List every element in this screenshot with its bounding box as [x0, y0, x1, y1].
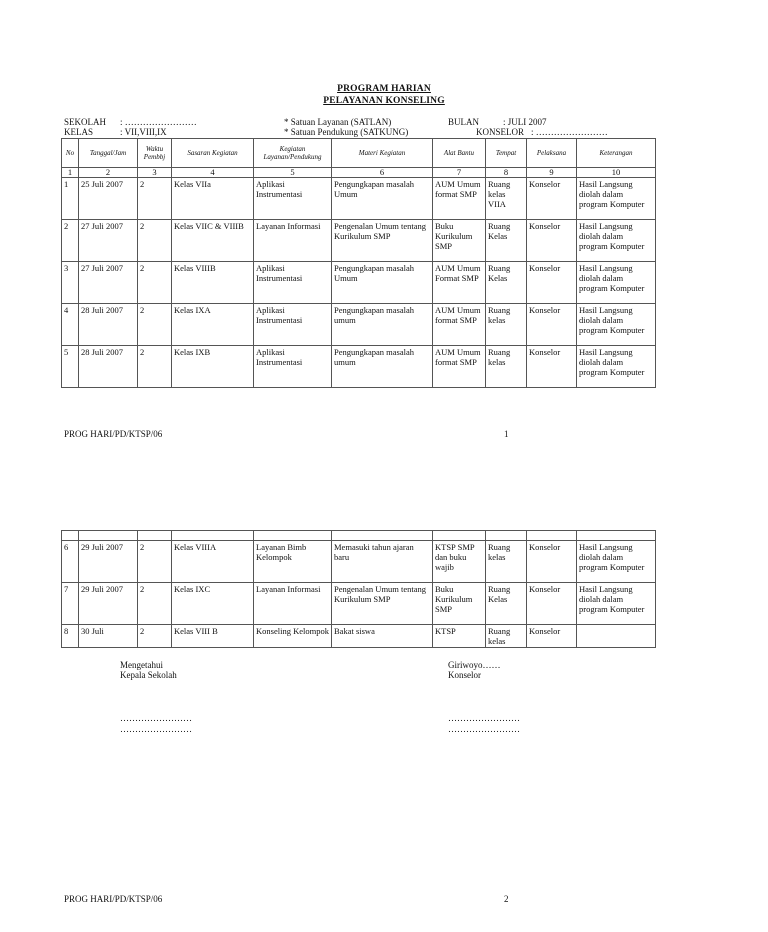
header-materi: Materi Kegiatan: [332, 139, 433, 168]
header-tempat: Tempat: [486, 139, 527, 168]
cell-alat: Buku Kurikulum SMP: [433, 220, 486, 262]
cell-materi: Pengungkapan masalah Umum: [332, 262, 433, 304]
header-row: [62, 139, 656, 168]
cell-waktu: 2: [138, 346, 172, 388]
cell-tempat: Ruang Kelas: [486, 220, 527, 262]
column-number: 5: [254, 168, 332, 178]
bulan-value: : JULI 2007: [503, 117, 547, 127]
table-row: [62, 625, 656, 648]
header-pelaksana: Pelaksana: [527, 139, 577, 168]
cell-pelaksana: Konselor: [527, 583, 577, 625]
header-keterangan: Keterangan: [577, 139, 656, 168]
cell-keterangan: Hasil Langsung diolah dalam program Komputer: [577, 346, 656, 388]
cell-keterangan: Hasil Langsung diolah dalam program Komputer: [577, 262, 656, 304]
header-kegiatan: Kegiatan Layanan/Pendukung: [254, 139, 332, 168]
cell-materi: Pengungkapan masalah Umum: [332, 178, 433, 220]
cell-tempat: Ruang kelas VIIA: [486, 178, 527, 220]
column-number: 6: [332, 168, 433, 178]
signature-right-line2: ……………………: [448, 724, 520, 734]
cell-kegiatan: Aplikasi Instrumentasi: [254, 304, 332, 346]
cell-pelaksana: Konselor: [527, 304, 577, 346]
sekolah-value: : ……………………: [120, 117, 197, 127]
cell-keterangan: Hasil Langsung diolah dalam program Komputer: [577, 220, 656, 262]
signature-left-line2: ……………………: [120, 724, 192, 734]
cell-sasaran: Kelas VIIa: [172, 178, 254, 220]
cell-tempat: Ruang kelas: [486, 346, 527, 388]
bulan-label: BULAN: [448, 117, 479, 127]
kelas-value: : VII,VIII,IX: [120, 127, 167, 137]
cell-no: 5: [62, 346, 79, 388]
cell-tanggal: 27 Juli 2007: [79, 220, 138, 262]
page-number-2: 2: [504, 894, 509, 904]
cell-waktu: 2: [138, 583, 172, 625]
satkung-label: * Satuan Pendukung (SATKUNG): [284, 127, 409, 137]
cell-materi: Pengenalan Umum tentang Kurikulum SMP: [332, 583, 433, 625]
cell-tanggal: 29 Juli 2007: [79, 583, 138, 625]
cell-kegiatan: Konseling Kelompok: [254, 625, 332, 648]
column-number: 7: [433, 168, 486, 178]
cell-keterangan: Hasil Langsung diolah dalam program Komputer: [577, 304, 656, 346]
spacer-row: [62, 531, 656, 541]
cell-no: 8: [62, 625, 79, 648]
cell-alat: AUM Umum format SMP: [433, 178, 486, 220]
signature-left-title: Mengetahui: [120, 660, 163, 670]
sekolah-label: SEKOLAH: [64, 117, 106, 127]
cell-waktu: 2: [138, 220, 172, 262]
cell-tanggal: 28 Juli 2007: [79, 346, 138, 388]
header-tanggal: Tanggal/Jam: [79, 139, 138, 168]
cell-keterangan: Hasil Langsung diolah dalam program Komputer: [577, 178, 656, 220]
cell-kegiatan: Layanan Informasi: [254, 220, 332, 262]
cell-materi: Pengenalan Umum tentang Kurikulum SMP: [332, 220, 433, 262]
cell-alat: AUM Umum Format SMP: [433, 262, 486, 304]
document-subtitle: PELAYANAN KONSELING: [323, 96, 445, 106]
column-number: 1: [62, 168, 79, 178]
footer-code-page2: PROG HARI/PD/KTSP/06: [64, 894, 163, 904]
signature-right-line1: ……………………: [448, 713, 520, 723]
table-row: [62, 346, 656, 388]
cell-materi: Bakat siswa: [332, 625, 433, 648]
cell-pelaksana: Konselor: [527, 178, 577, 220]
cell-keterangan: Hasil Langsung diolah dalam program Komputer: [577, 541, 656, 583]
cell-alat: KTSP SMP dan buku wajib: [433, 541, 486, 583]
cell-sasaran: Kelas VIIIA: [172, 541, 254, 583]
cell-no: 6: [62, 541, 79, 583]
cell-sasaran: Kelas VIII B: [172, 625, 254, 648]
cell-tempat: Ruang kelas: [486, 541, 527, 583]
cell-no: 2: [62, 220, 79, 262]
cell-kegiatan: Aplikasi Instrumentasi: [254, 178, 332, 220]
cell-materi: Memasuki tahun ajaran baru: [332, 541, 433, 583]
signature-right-role: Konselor: [448, 670, 481, 680]
header-alat: Alat Bantu: [433, 139, 486, 168]
header-sasaran: Sasaran Kegiatan: [172, 139, 254, 168]
cell-waktu: 2: [138, 178, 172, 220]
cell-sasaran: Kelas IXC: [172, 583, 254, 625]
cell-waktu: 2: [138, 541, 172, 583]
cell-alat: AUM Umum format SMP: [433, 304, 486, 346]
header-no: No: [62, 139, 79, 168]
signature-right-place: Giriwoyo……: [448, 660, 501, 670]
cell-tempat: Ruang Kelas: [486, 583, 527, 625]
cell-kegiatan: Aplikasi Instrumentasi: [254, 346, 332, 388]
table-row: [62, 262, 656, 304]
cell-keterangan: Hasil Langsung diolah dalam program Komputer: [577, 583, 656, 625]
cell-pelaksana: Konselor: [527, 262, 577, 304]
cell-keterangan: [577, 625, 656, 648]
cell-tempat: Ruang kelas: [486, 625, 527, 648]
column-number: 10: [577, 168, 656, 178]
satlan-label: * Satuan Layanan (SATLAN): [284, 117, 392, 127]
cell-pelaksana: Konselor: [527, 220, 577, 262]
cell-tanggal: 30 Juli: [79, 625, 138, 648]
cell-tanggal: 25 Juli 2007: [79, 178, 138, 220]
cell-alat: KTSP: [433, 625, 486, 648]
schedule-table-page2: [61, 530, 656, 648]
cell-sasaran: Kelas IXA: [172, 304, 254, 346]
cell-kegiatan: Layanan Informasi: [254, 583, 332, 625]
schedule-table-page1: [61, 138, 656, 388]
cell-tanggal: 27 Juli 2007: [79, 262, 138, 304]
cell-kegiatan: Aplikasi Instrumentasi: [254, 262, 332, 304]
column-number: 8: [486, 168, 527, 178]
footer-code-page1: PROG HARI/PD/KTSP/06: [64, 429, 163, 439]
page-number-1: 1: [504, 429, 509, 439]
cell-alat: Buku Kurikulum SMP: [433, 583, 486, 625]
table-row: [62, 304, 656, 346]
column-number: 3: [138, 168, 172, 178]
cell-pelaksana: Konselor: [527, 541, 577, 583]
cell-tanggal: 29 Juli 2007: [79, 541, 138, 583]
header-waktu: Waktu Pembbj: [138, 139, 172, 168]
table-row: [62, 583, 656, 625]
document-title: PROGRAM HARIAN: [337, 84, 431, 94]
cell-sasaran: Kelas VIIIB: [172, 262, 254, 304]
cell-tempat: Ruang Kelas: [486, 262, 527, 304]
cell-materi: Pengungkapan masalah umum: [332, 304, 433, 346]
konselor-label: KONSELOR: [476, 127, 525, 137]
cell-waktu: 2: [138, 262, 172, 304]
cell-sasaran: Kelas IXB: [172, 346, 254, 388]
table-row: [62, 541, 656, 583]
cell-no: 7: [62, 583, 79, 625]
cell-no: 4: [62, 304, 79, 346]
cell-no: 1: [62, 178, 79, 220]
cell-no: 3: [62, 262, 79, 304]
table-row: [62, 178, 656, 220]
column-number: 4: [172, 168, 254, 178]
table-row: [62, 220, 656, 262]
kelas-label: KELAS: [64, 127, 93, 137]
column-number: 2: [79, 168, 138, 178]
signature-left-line1: ……………………: [120, 713, 192, 723]
column-number-row: [62, 168, 656, 178]
cell-sasaran: Kelas VIIC & VIIIB: [172, 220, 254, 262]
cell-pelaksana: Konselor: [527, 625, 577, 648]
konselor-value: : ……………………: [531, 127, 608, 137]
cell-tempat: Ruang kelas: [486, 304, 527, 346]
cell-materi: Pengungkapan masalah umum: [332, 346, 433, 388]
cell-waktu: 2: [138, 625, 172, 648]
signature-left-role: Kepala Sekolah: [120, 670, 177, 680]
cell-alat: AUM Umum format SMP: [433, 346, 486, 388]
column-number: 9: [527, 168, 577, 178]
cell-kegiatan: Layanan Bimb Kelompok: [254, 541, 332, 583]
cell-waktu: 2: [138, 304, 172, 346]
cell-tanggal: 28 Juli 2007: [79, 304, 138, 346]
cell-pelaksana: Konselor: [527, 346, 577, 388]
